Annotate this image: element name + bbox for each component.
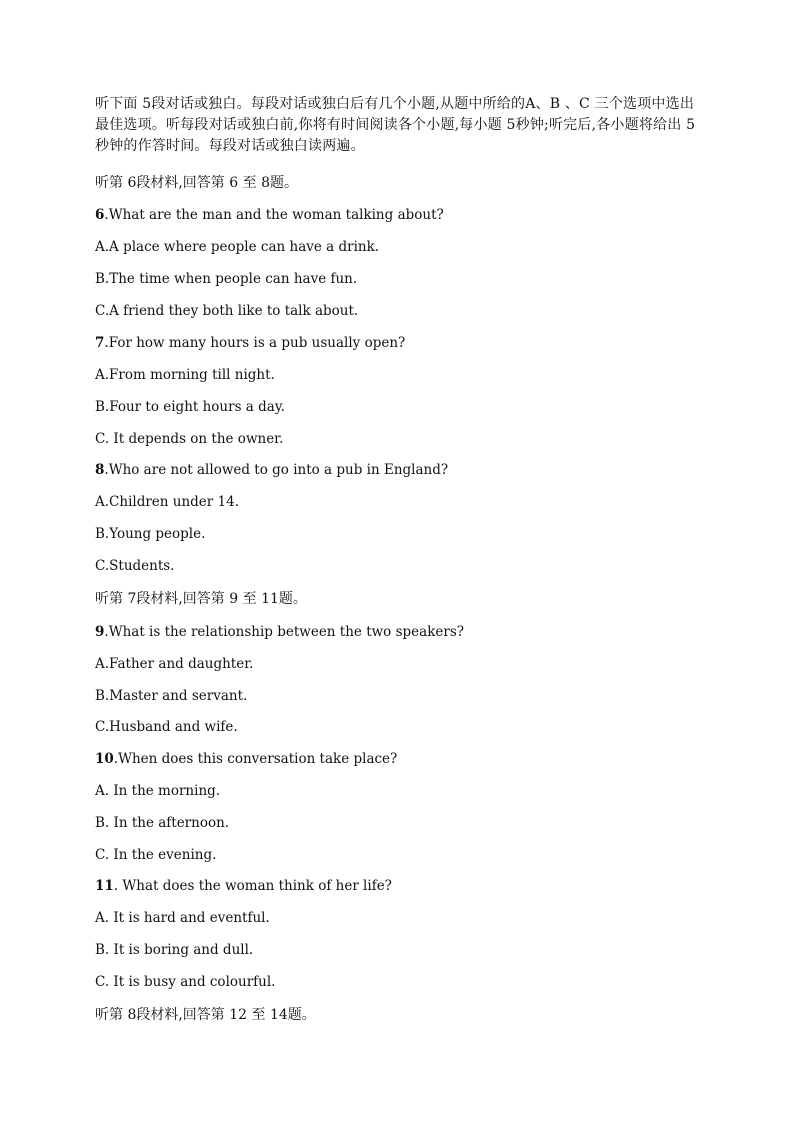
option-6a: A.A place where people can have a drink. <box>95 239 380 255</box>
option-9a: A.Father and daughter. <box>95 656 254 672</box>
question-number: 11 <box>95 878 114 894</box>
question-number: 8 <box>95 462 105 478</box>
question-text: .For how many hours is a pub usually open? <box>104 335 406 351</box>
option-11b: B. It is boring and dull. <box>95 942 254 958</box>
question-10 <box>95 750 397 768</box>
question-text: .What are the man and the woman talking about? <box>104 207 444 223</box>
question-number: 10 <box>95 751 114 767</box>
option-6c: C.A friend they both like to talk about. <box>95 303 359 319</box>
question-text: .What is the relationship between the two speakers? <box>104 624 464 640</box>
option-8b: B.Young people. <box>95 526 206 542</box>
question-text: .Who are not allowed to go into a pub in England? <box>104 462 449 478</box>
question-text: . What does the woman think of her life? <box>113 878 392 894</box>
question-number: 9 <box>95 624 105 640</box>
option-9b: B.Master and servant. <box>95 688 248 704</box>
option-6b: B.The time when people can have fun. <box>95 271 358 287</box>
question-6 <box>95 206 444 224</box>
question-number: 6 <box>95 207 105 223</box>
option-7a: A.From morning till night. <box>95 367 275 383</box>
question-number: 7 <box>95 335 105 351</box>
option-10b: B. In the afternoon. <box>95 815 230 831</box>
option-7b: B.Four to eight hours a day. <box>95 399 285 415</box>
option-8c: C.Students. <box>95 558 175 574</box>
option-9c: C.Husband and wife. <box>95 719 238 735</box>
question-9 <box>95 623 464 641</box>
option-11a: A. It is hard and eventful. <box>95 910 270 926</box>
option-10a: A. In the morning. <box>95 783 221 799</box>
question-11 <box>95 877 392 895</box>
section-heading-6: 听第 6段材料,回答第 6 至 8题。 <box>95 175 298 191</box>
question-text: .When does this conversation take place? <box>113 751 398 767</box>
option-7c: C. It depends on the owner. <box>95 431 284 447</box>
option-10c: C. In the evening. <box>95 847 217 863</box>
question-7 <box>95 334 405 352</box>
instructions-paragraph: 听下面 5段对话或独白。每段对话或独白后有几个小题,从题中所给的A、B 、C 三个选项中选出最佳选项。听每段对话或独白前,你将有时间阅读各个小题,每小题 5秒钟;听完后,各小题将给出 5秒钟的作答时间。每段对话或独白读两遍。 <box>95 96 696 154</box>
question-8 <box>95 461 448 479</box>
section-heading-8: 听第 8段材料,回答第 12 至 14题。 <box>95 1007 316 1023</box>
section-heading-7: 听第 7段材料,回答第 9 至 11题。 <box>95 591 307 607</box>
option-11c: C. It is busy and colourful. <box>95 974 276 990</box>
option-8a: A.Children under 14. <box>95 494 240 510</box>
